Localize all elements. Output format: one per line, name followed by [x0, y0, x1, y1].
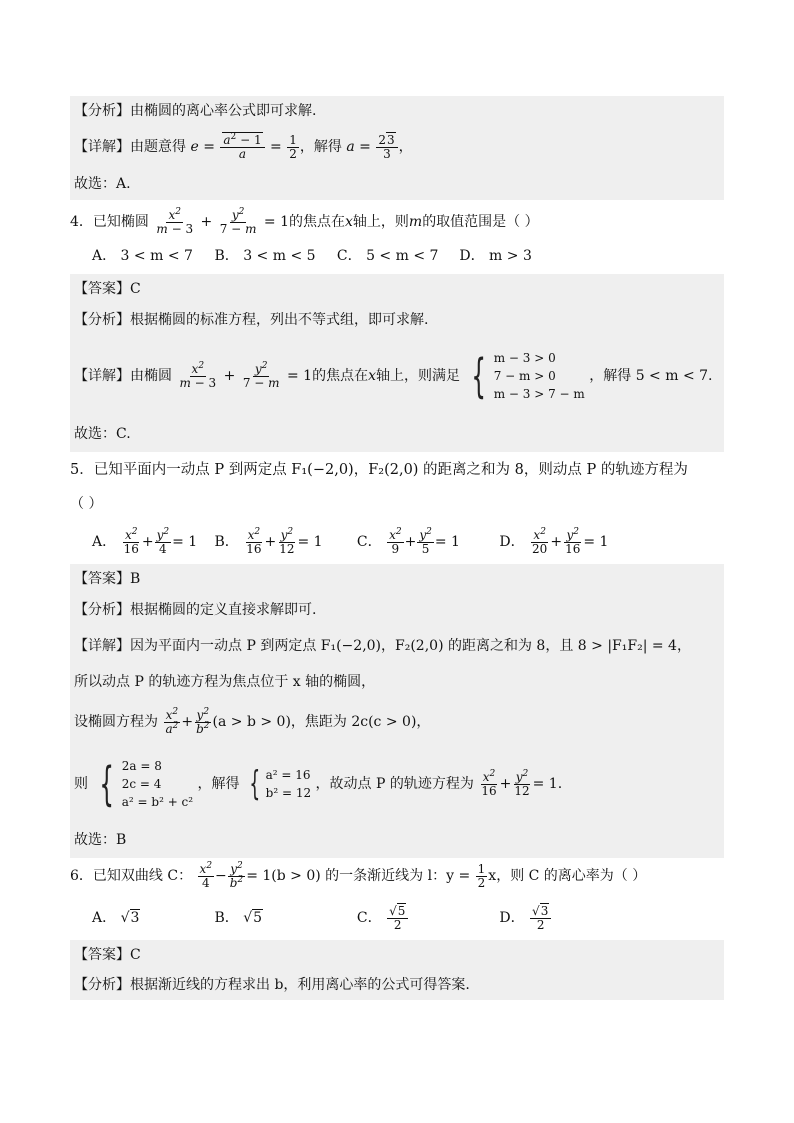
- option-c: C． $\frac{x^2}{9}$ + $\frac{y^2}{5}$ = 1: [356, 526, 460, 556]
- q4-conclusion: 故选：C.: [70, 416, 724, 452]
- option-d: D． $\frac{x^2}{20}$ + $\frac{y^2}{16}$ = 1: [499, 526, 609, 556]
- fraction: $\frac{y^2}{7 - m}$: [242, 360, 280, 390]
- q4-detail: 【详解】由椭圆 $\frac{x^2}{m - 3}$ + $\frac{y^2}{7 - m}$ = 1的焦点在x轴上，则满足 { m − 3 > 0 7 − m > 0 m − 3 > 7 − m ，解得 5 < m < 7.: [70, 336, 724, 416]
- q5-stem-line2: （ ）: [70, 496, 103, 512]
- option-a: A． √3: [92, 910, 140, 926]
- q5-detail-line1: 【详解】因为平面内一动点 P 到两定点 F₁(−2,0)，F₂(2,0) 的距离之和为 8，且 8 > |F₁F₂| = 4，: [70, 626, 724, 666]
- fraction: $\frac{x^2}{m - 3}$: [179, 360, 217, 390]
- q3-conclusion: 故选：A.: [70, 168, 724, 200]
- option-d: D． m > 3: [459, 248, 532, 264]
- option-b: B． 3 < m < 5: [214, 248, 316, 264]
- option-a: A． 3 < m < 7: [92, 248, 193, 264]
- q6-options: [92, 900, 617, 936]
- solution-system: { a² = 16 b² = 12: [249, 764, 312, 804]
- q4-options: [92, 246, 577, 266]
- fraction: $\frac{1}{2}$: [289, 132, 297, 161]
- q6-analysis: 【分析】根据渐近线的方程求出 b，利用离心率的公式可得答案.: [70, 970, 724, 1000]
- option-c: C． 5 < m < 7: [336, 248, 439, 264]
- inequality-system: { m − 3 > 0 7 − m > 0 m − 3 > 7 − m: [471, 349, 585, 403]
- equation-system: { 2a = 8 2c = 4 a² = b² + c²: [99, 757, 194, 811]
- fraction: $\frac{x^2}{4}$: [199, 860, 213, 890]
- q5-options: [92, 524, 617, 560]
- fraction: $\frac{y^2}{7 - m}$: [219, 206, 257, 236]
- q5-detail-line2: 所以动点 P 的轨迹方程为焦点位于 x 轴的椭圆，: [70, 666, 724, 698]
- q5-answer: 【答案】B: [70, 564, 724, 594]
- fraction: $\frac{y^2}{b^2}$: [196, 706, 210, 736]
- fraction: $\frac{x^2}{a^2}$: [165, 706, 179, 736]
- q5-detail-line4: 则 { 2a = 8 2c = 4 a² = b² + c² ，解得 { a² = 16 b² = 12 ，故动点 P 的轨迹方程为 $\frac{x^2}{16}$ + $\frac{y^2}{12}$ = 1.: [70, 746, 724, 822]
- q5-analysis: 【分析】根据椭圆的定义直接求解即可.: [70, 594, 724, 626]
- option-b: B． $\frac{x^2}{16}$ + $\frac{y^2}{12}$ = 1: [214, 526, 323, 556]
- fraction: $\frac{1}{2}$: [477, 861, 486, 890]
- option-c: C． $\frac{√5}{2}$: [357, 900, 495, 936]
- q4-stem: 4．已知椭圆 $\frac{x^2}{m - 3}$ + $\frac{y^2}{7 - m}$ = 1的焦点在x轴上，则m的取值范围是（ ）: [70, 206, 539, 236]
- option-b: B． √5: [214, 910, 263, 926]
- fraction: $\frac{y^2}{b^2}$: [229, 860, 244, 890]
- q6-answer: 【答案】C: [70, 940, 724, 970]
- q6-stem: 6．已知双曲线 C： $\frac{x^2}{4}$ − $\frac{y^2}{b^2}$ = 1(b > 0) 的一条渐近线为 l：y = $\frac{1}{2}$ x，则 C 的离心率为（ ）: [70, 860, 647, 890]
- q3-analysis: 【分析】由椭圆的离心率公式即可求解.: [70, 96, 724, 126]
- q5-conclusion: 故选：B: [70, 822, 724, 858]
- fraction: $\frac{y^2}{12}$: [514, 768, 530, 798]
- q4-answer: 【答案】C: [70, 274, 724, 304]
- q5-stem-line1: 5．已知平面内一动点 P 到两定点 F₁(−2,0)，F₂(2,0) 的距离之和为 8，则动点 P 的轨迹方程为: [70, 462, 688, 478]
- option-d: D． $\frac{√3}{2}$: [499, 900, 617, 936]
- q3-detail: 【详解】由题意得 e = $\frac{a^2 - 1}{a}$ = $\frac{1}{2}$ ，解得 a = $\frac{23}{3}$ ，: [70, 126, 724, 168]
- fraction: $\frac{x^2}{m - 3}$: [156, 206, 194, 236]
- fraction: $\frac{x^2}{16}$: [481, 768, 497, 798]
- fraction: $\frac{a^2 - 1}{a}$: [220, 134, 264, 161]
- fraction: $\frac{23}{3}$: [376, 134, 397, 161]
- q4-analysis: 【分析】根据椭圆的标准方程，列出不等式组，即可求解.: [70, 304, 724, 336]
- q5-detail-line3: 设椭圆方程为 $\frac{x^2}{a^2}$ + $\frac{y^2}{b^2}$ (a > b > 0)，焦距为 2c(c > 0)，: [70, 698, 724, 746]
- option-a: A． $\frac{x^2}{16}$ + $\frac{y^2}{4}$ = 1: [92, 526, 198, 556]
